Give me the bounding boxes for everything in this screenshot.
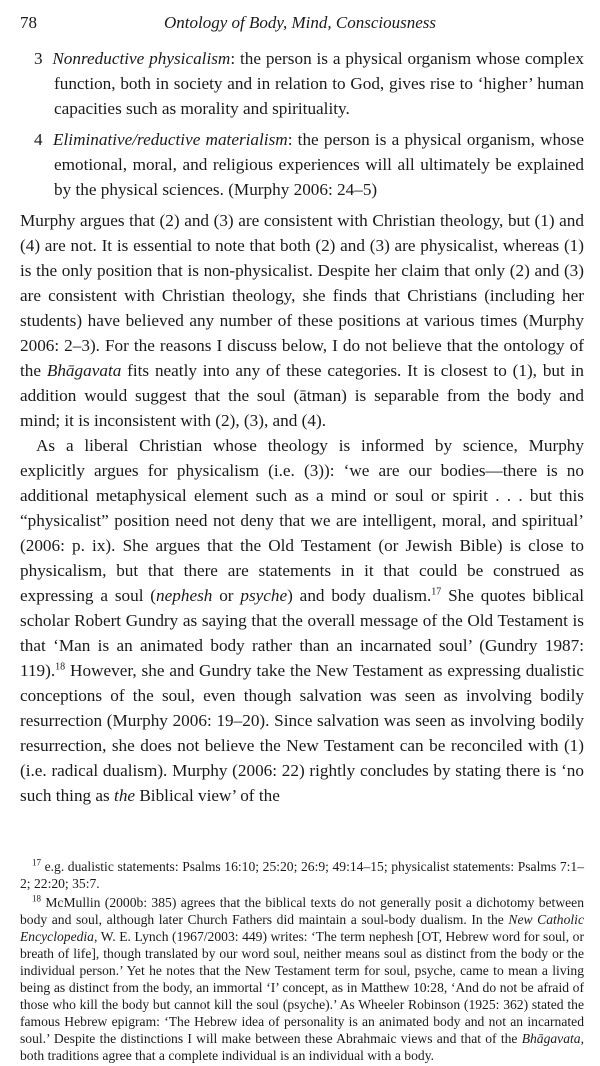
list-item-text: : the person is a physical organism, whose emotional, moral, and religious experiences will all ultimately be explained by the physical sciences. (Murphy 2006: 24–5) <box>54 130 585 199</box>
footnote-ref-17[interactable]: 17 <box>431 586 442 598</box>
emphasis: Bhāgavata <box>46 361 122 380</box>
list-item-title: Eliminative/reductive materialism <box>53 130 288 149</box>
emphasis: the <box>114 786 136 805</box>
paragraph-text: However, she and Gundry take the New Testament as expressing dualistic conceptions of the soul, even though salvation was seen as involving bodily resurrection (Murphy 2006: 19–20). Since salvation was seen as involving bodily resurrection, she does not believe the New Testament can be reconciled with (1) (i.e. radical dualism). Murphy (2006: 22) rightly concludes by stating there is ‘no such thing as <box>20 661 584 805</box>
list-item-title: Nonreductive physicalism <box>52 49 231 68</box>
emphasis: New Catholic Encyclopedia <box>20 912 584 944</box>
paragraph-2 <box>20 433 584 808</box>
emphasis: psyche <box>240 586 288 605</box>
paragraph-text: As a liberal Christian whose theology is informed by science, Murphy explicitly argues for physicalism (i.e. (3)): ‘we are our bodies—there is no additional metaphysical element such as a mind or soul or spirit . . . but this “physicalist” position need not deny that we are intelligent, moral, and spiritual’ (2006: p. ix). She argues that the Old Testament (or Jewish Bible) is close to physicalism, but that there are statements in it that could be construed as expressing a soul ( <box>20 436 584 605</box>
footnote-number: 18 <box>32 893 41 904</box>
footnote-ref-18[interactable]: 18 <box>55 661 66 673</box>
footnote-text: , W. E. Lynch (1967/2003: 449) writes: ‘The term nephesh [OT, Hebrew word for soul, or breath of life], though translated by our word soul, neither means soul as distinct from the body or the individual person.’ Yet he notes that the New Testament term for soul, psyche, came to mean a living being as distinct from the body, an immortal ‘I’ concept, as in Matthew 10:28, ‘And do not be afraid of those who kill the body but cannot kill the soul (psyche).’ As Wheeler Robinson (1925: 362) stated the famous Hebrew epigram: ‘The Hebrew idea of personality is an animated body and not an incarnated soul.’ Despite the distinctions I will make between these Abrahmaic views and that of the <box>20 929 584 1046</box>
list-item-4 <box>20 127 584 202</box>
page-number: 78 <box>20 13 37 32</box>
paragraph-text: Murphy argues that (2) and (3) are consistent with Christian theology, but (1) and (4) are not. It is essential to note that both (2) and (3) are physicalist, whereas (1) is the only position that is non-physicalist. Despite her claim that only (2) and (3) are consistent with Christian theology, she finds that Christians (including her students) have believed any number of these positions at various times (Murphy 2006: 2–3). For the reasons I discuss below, I do not believe that the ontology of the <box>20 211 584 380</box>
footnote-number: 17 <box>32 857 41 868</box>
footnote-18 <box>20 894 584 1064</box>
list-item-text: : the person is a physical organism whose complex function, both in society and in relation to God, gives rise to ‘higher’ human capacities such as morality and spirituality. <box>54 49 585 118</box>
paragraph-text: Biblical view’ of the <box>135 786 280 805</box>
running-head <box>20 10 580 36</box>
footnote-text: , both traditions agree that a complete individual is an individual with a body. <box>20 1031 584 1063</box>
list-number: 4 <box>34 130 43 149</box>
footnote-17 <box>20 858 584 892</box>
list-number: 3 <box>34 49 43 68</box>
footnote-text: McMullin (2000b: 385) agrees that the biblical texts do not generally posit a dichotomy between body and soul, although later Church Fathers did maintain a soul-body dualism. In the <box>20 895 584 927</box>
footnotes <box>20 858 584 1066</box>
paragraph-text: ) and body dualism. <box>287 586 432 605</box>
running-title: Ontology of Body, Mind, Consciousness <box>164 13 436 32</box>
paragraph-1 <box>20 208 584 433</box>
list-item-3 <box>20 46 584 121</box>
body-text <box>20 46 584 808</box>
paragraph-text: fits neatly into any of these categories. It is closest to (1), but in addition would suggest that the soul (ātman) is separable from the body and mind; it is inconsistent with (2), (3), and (4). <box>20 361 584 430</box>
emphasis: nephesh <box>156 586 213 605</box>
emphasis: Bhāgavata <box>521 1031 581 1046</box>
footnote-text: e.g. dualistic statements: Psalms 16:10; 25:20; 26:9; 49:14–15; physicalist statements: Psalms 7:1–2; 22:20; 35:7. <box>20 859 584 891</box>
paragraph-text: or <box>212 586 241 605</box>
paragraph-text: She quotes biblical scholar Robert Gundry as saying that the overall message of the Old Testament is that ‘Man is an animated body rather than an incarnated soul’ (Gundry 1987: 119). <box>20 586 584 680</box>
